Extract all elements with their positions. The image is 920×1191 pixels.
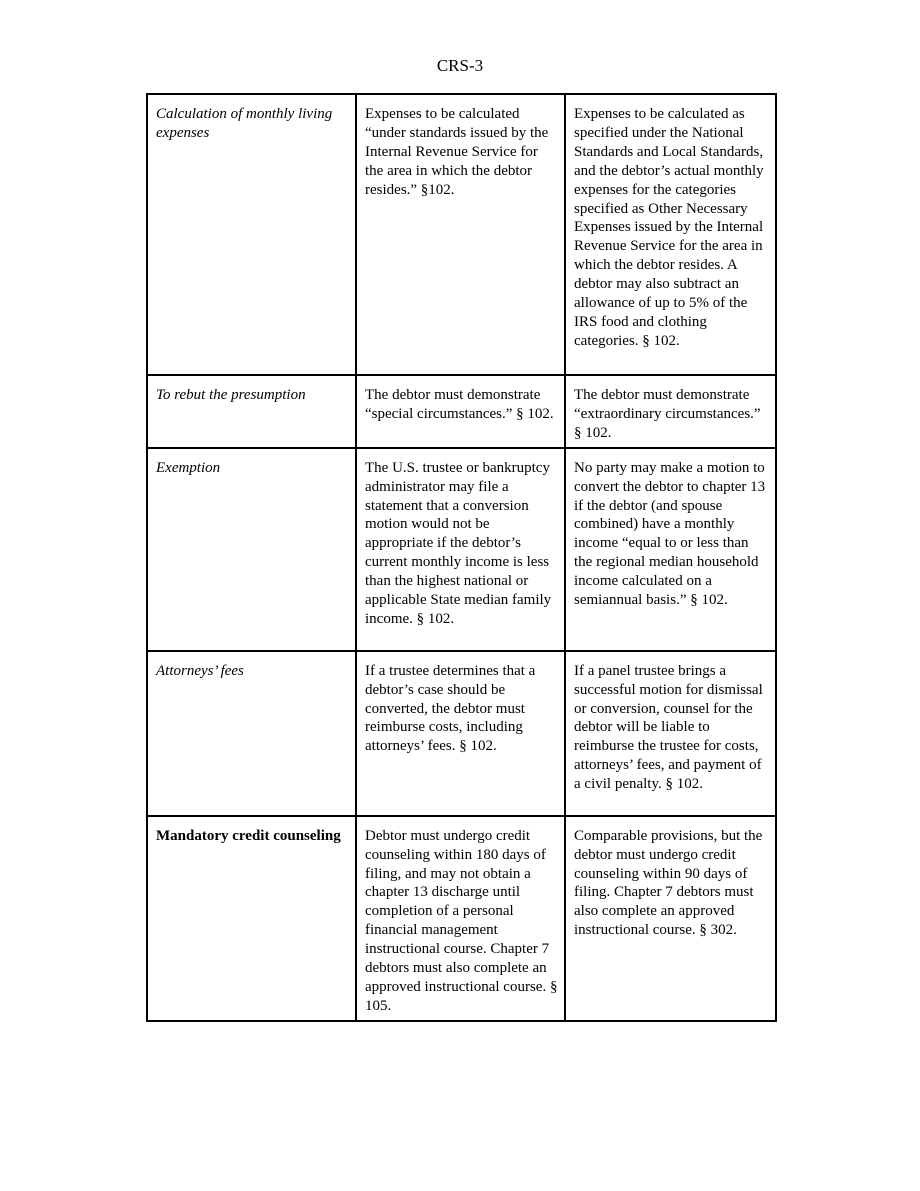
first-provision-cell: If a trustee determines that a debtor’s case should be converted, the debtor must reimburse costs, including attorneys’ fees. § 102. bbox=[356, 651, 565, 816]
page-header: CRS-3 bbox=[436, 56, 484, 75]
row-topic-cell: Attorneys’ fees bbox=[147, 651, 356, 816]
row-topic-cell: Exemption bbox=[147, 448, 356, 651]
second-provision-cell: No party may make a motion to convert the debtor to chapter 13 if the debtor (and spouse combined) have a monthly income “equal to or less than the regional median household income calculated on a semiannual basis.” § 102. bbox=[565, 448, 776, 651]
row-topic-cell: Calculation of monthly living expenses bbox=[147, 94, 356, 375]
table-row-exemption bbox=[147, 448, 776, 651]
table-row-living-expenses bbox=[147, 94, 776, 375]
comparison-table bbox=[146, 93, 777, 1022]
first-provision-cell: The U.S. trustee or bankruptcy administrator may file a statement that a conversion motion would not be appropriate if the debtor’s current monthly income is less than the highest national or applicable State median family income. § 102. bbox=[356, 448, 565, 651]
first-provision-cell: Debtor must undergo credit counseling within 180 days of filing, and may not obtain a chapter 13 discharge until completion of a personal financial management instructional course. Chapter 7 debtors must also complete an approved instructional course. § 105. bbox=[356, 816, 565, 1021]
row-topic-cell: Mandatory credit counseling bbox=[147, 816, 356, 1021]
second-provision-cell: Expenses to be calculated as specified under the National Standards and Local Standards, and the debtor’s actual monthly expenses for the categories specified as Other Necessary Expenses issued by the Internal Revenue Service for the area in which the debtor resides. A debtor may also subtract an allowance of up to 5% of the IRS food and clothing categories. § 102. bbox=[565, 94, 776, 375]
second-provision-cell: Comparable provisions, but the debtor must undergo credit counseling within 90 days of filing. Chapter 7 debtors must also complete an approved instructional course. § 302. bbox=[565, 816, 776, 1021]
second-provision-cell: The debtor must demonstrate “extraordinary circumstances.” § 102. bbox=[565, 375, 776, 448]
row-topic-cell: To rebut the presumption bbox=[147, 375, 356, 448]
first-provision-cell: Expenses to be calculated “under standards issued by the Internal Revenue Service for the area in which the debtor resides.” §102. bbox=[356, 94, 565, 375]
second-provision-cell: If a panel trustee brings a successful motion for dismissal or conversion, counsel for the debtor will be liable to reimburse the trustee for costs, attorneys’ fees, and payment of a civil penalty. § 102. bbox=[565, 651, 776, 816]
table-row-rebut-presumption bbox=[147, 375, 776, 448]
first-provision-cell: The debtor must demonstrate “special circumstances.” § 102. bbox=[356, 375, 565, 448]
table-row-attorneys-fees bbox=[147, 651, 776, 816]
table-row-credit-counseling bbox=[147, 816, 776, 1021]
